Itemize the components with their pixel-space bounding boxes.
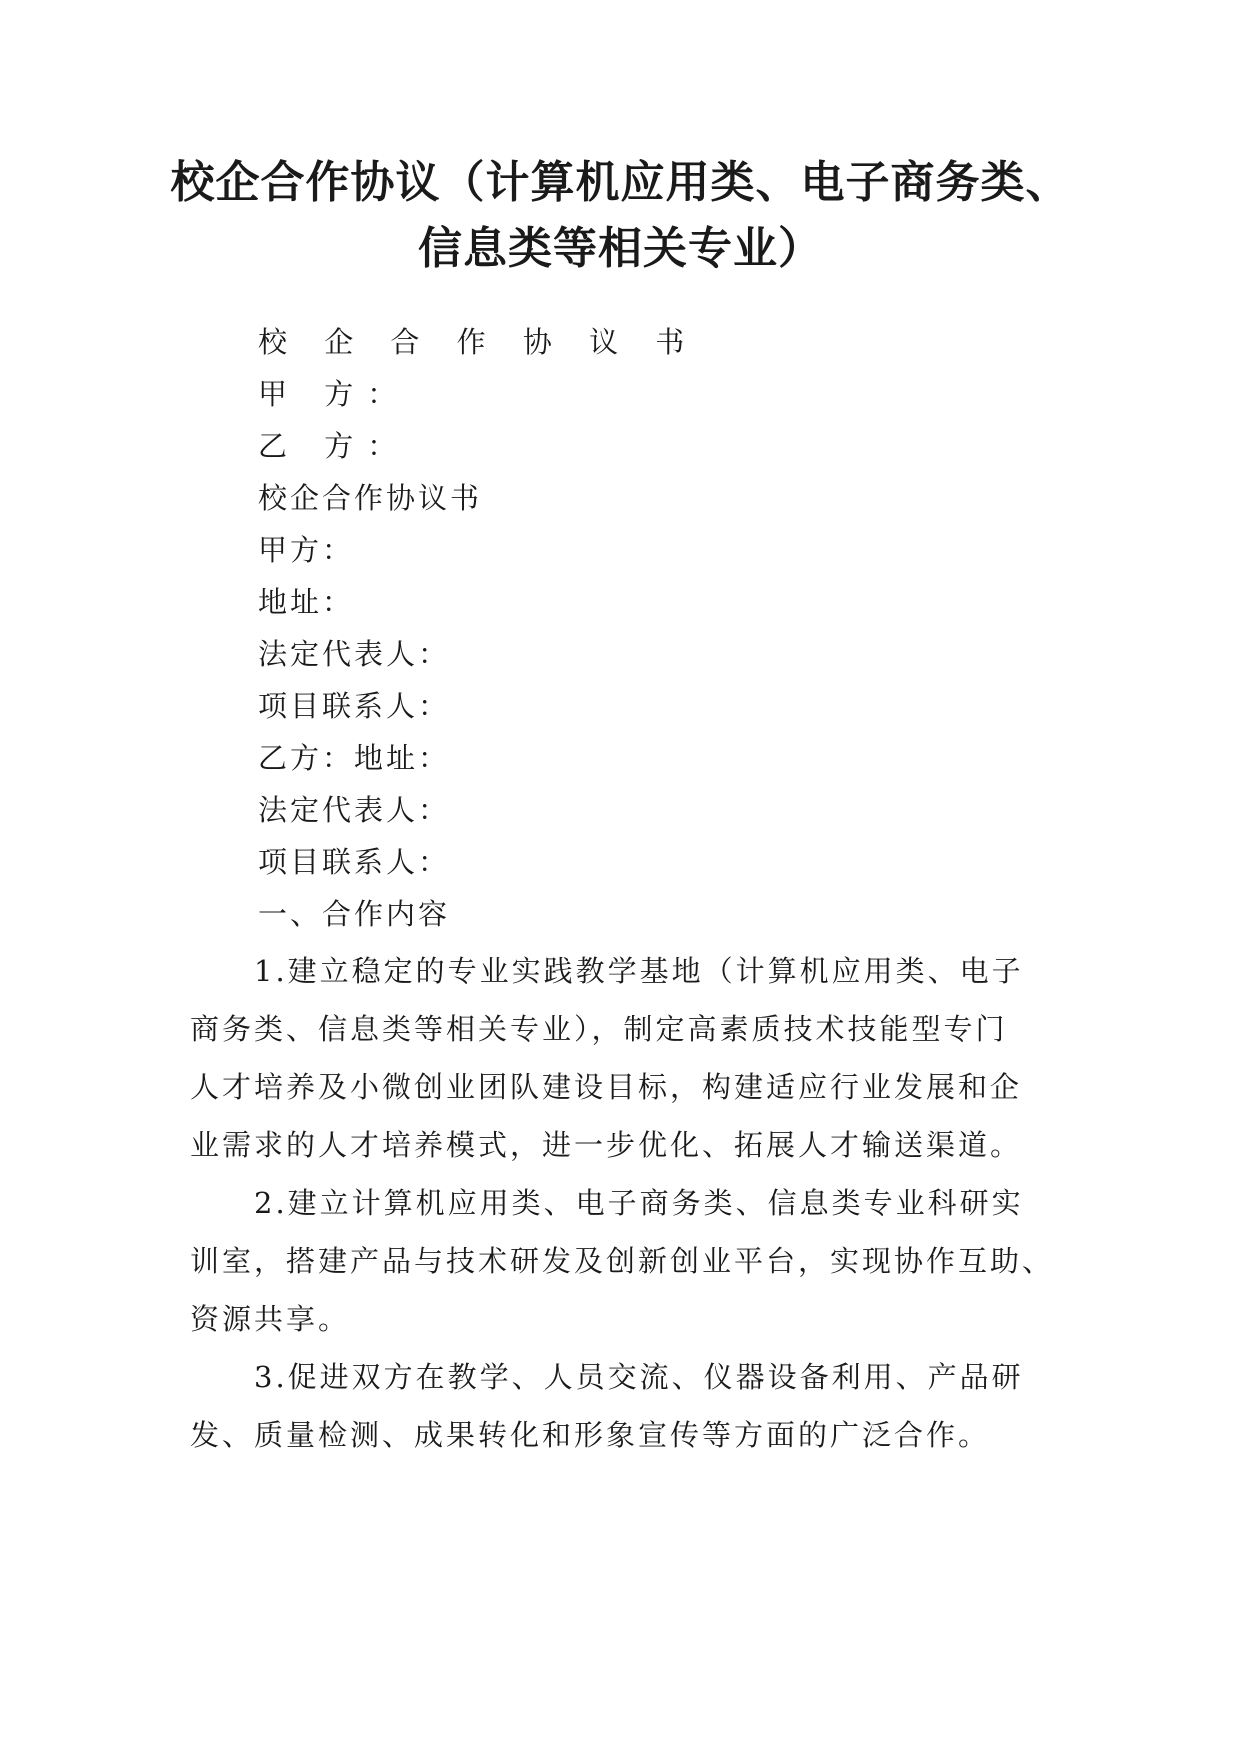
paragraph-line: 3.促进双方在教学、人员交流、仪器设备利用、产品研: [254, 1360, 1024, 1394]
agreement-heading: 校企合作协议书: [258, 481, 483, 515]
title-line-2: 信息类等相关专业）: [418, 223, 823, 274]
party-b-spaced: 乙 方：: [258, 429, 411, 463]
paragraph-line: 人才培养及小微创业团队建设目标，构建适应行业发展和企: [190, 1070, 1023, 1104]
document-title: [150, 150, 1091, 282]
paragraph-line: 1.建立稳定的专业实践教学基地（计算机应用类、电子: [254, 954, 1024, 988]
project-contact-a: 项目联系人：: [258, 689, 451, 723]
paragraph-2: [190, 1174, 1055, 1348]
agreement-heading-spaced: 校 企 合 作 协 议 书: [258, 325, 699, 359]
section-heading-cooperation-content: 一、合作内容: [258, 897, 451, 931]
title-line-1: 校企合作协议（计算机应用类、电子商务类、: [170, 157, 1071, 208]
paragraph-line: 商务类、信息类等相关专业），制定高素质技术技能型专门: [190, 1012, 1008, 1046]
paragraph-1: [190, 942, 1052, 1174]
paragraph-line: 发、质量检测、成果转化和形象宣传等方面的广泛合作。: [190, 1418, 991, 1452]
party-a-label: 甲方：: [258, 533, 355, 567]
legal-representative-b: 法定代表人：: [258, 793, 451, 827]
paragraph-line: 2.建立计算机应用类、电子商务类、信息类专业科研实: [254, 1186, 1024, 1220]
address-label: 地址：: [258, 585, 355, 619]
project-contact-b: 项目联系人：: [258, 845, 451, 879]
paragraph-line: 训室，搭建产品与技术研发及创新创业平台，实现协作互助、: [190, 1244, 1055, 1278]
paragraph-line: 业需求的人才培养模式，进一步优化、拓展人才输送渠道。: [190, 1128, 1023, 1162]
paragraph-3: [190, 1348, 1052, 1464]
paragraph-line: 资源共享。: [190, 1302, 351, 1336]
party-a-spaced: 甲 方：: [258, 377, 411, 411]
party-b-address: 乙方：地址：: [258, 741, 451, 775]
legal-representative-a: 法定代表人：: [258, 637, 451, 671]
